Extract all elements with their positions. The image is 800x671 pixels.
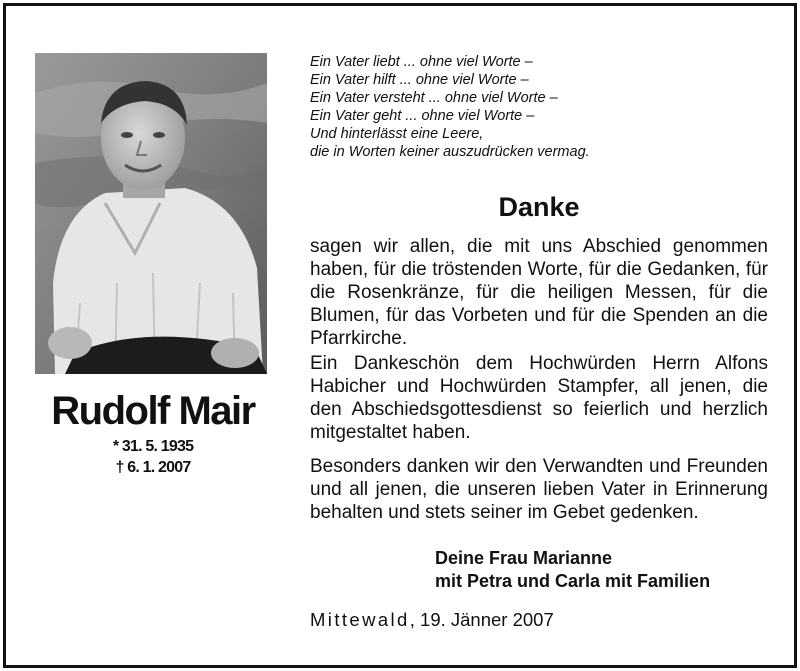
portrait-photo-icon xyxy=(35,53,267,374)
life-dates xyxy=(22,436,284,478)
place: Mittewald xyxy=(310,609,410,630)
poem xyxy=(310,53,780,161)
place-date xyxy=(310,608,710,632)
poem-line: die in Worten keiner auszudrücken vermag. xyxy=(310,144,590,160)
poem-line: Ein Vater geht ... ohne viel Worte – xyxy=(310,108,535,124)
thanks-paragraph: Besonders danken wir den Verwandten und Freunden und all jenen, die unseren lieben Vater in Erinnerung behalten und stets seiner im Gebet gedenken. xyxy=(310,456,768,523)
thanks-heading: Danke xyxy=(498,192,580,222)
signature-line: Deine Frau Marianne xyxy=(435,548,613,568)
portrait-photo xyxy=(35,53,267,374)
thanks-paragraph: Ein Dankeschön dem Hochwürden Herrn Alfons Habicher und Hochwürden Stampfer, all jenen, die den Abschiedsgottesdienst so feierlich und herzlich mitgestaltet haben. xyxy=(310,353,768,443)
poem-line: Ein Vater versteht ... ohne viel Worte – xyxy=(310,90,558,106)
deceased-name: Rudolf Mair xyxy=(51,389,255,433)
signature xyxy=(435,547,775,593)
poem-line: Und hinterlässt eine Leere, xyxy=(310,126,484,142)
birth-date: * 31. 5. 1935 xyxy=(112,438,194,455)
signature-line: mit Petra und Carla mit Familien xyxy=(435,571,711,591)
death-date: † 6. 1. 2007 xyxy=(115,459,191,476)
poem-line: Ein Vater liebt ... ohne viel Worte – xyxy=(310,54,533,70)
poem-line: Ein Vater hilft ... ohne viel Worte – xyxy=(310,72,529,88)
date: , 19. Jänner 2007 xyxy=(409,609,554,630)
thanks-paragraph: sagen wir allen, die mit uns Abschied genommen haben, für die tröstenden Worte, für die Gedanken, für die Rosenkränze, für die heiligen Messen, für die Blumen, für das Vorbeten und für die Spenden an die Pfarrkirche. xyxy=(310,236,768,349)
